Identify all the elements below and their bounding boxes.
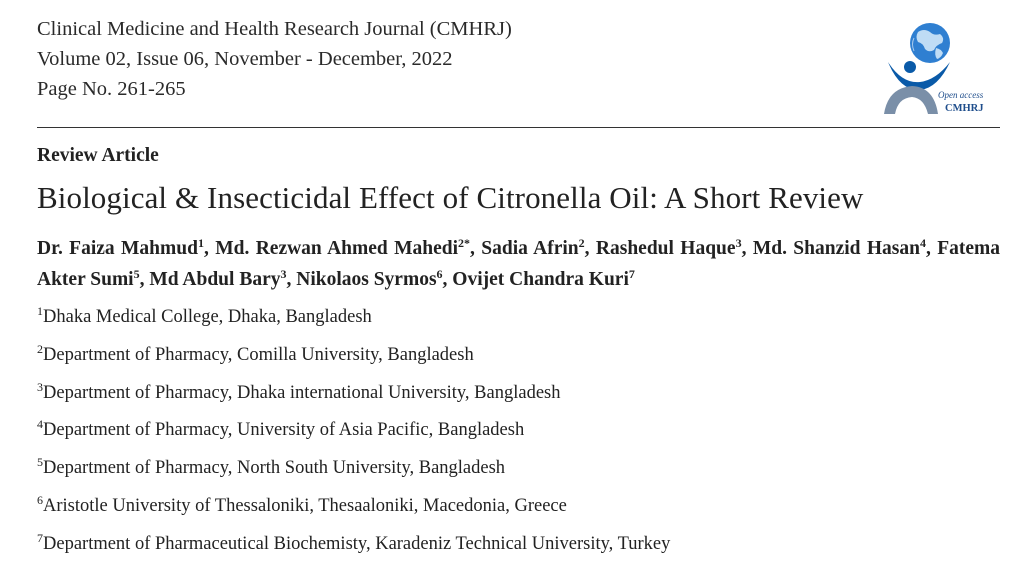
person-figure-icon bbox=[888, 61, 950, 90]
author-separator: , bbox=[442, 269, 453, 290]
author-name: Md. Shanzid Hasan bbox=[752, 238, 920, 259]
author-separator: , bbox=[286, 269, 297, 290]
author-affiliation-sup: 6 bbox=[436, 267, 443, 281]
affiliation-sup: 7 bbox=[37, 530, 43, 545]
affiliation-text: Dhaka Medical College, Dhaka, Bangladesh bbox=[43, 307, 372, 327]
affiliation-item bbox=[37, 341, 670, 379]
logo-open-access-text: Open access bbox=[938, 90, 984, 100]
author-affiliation-sup: 4 bbox=[919, 236, 926, 250]
author-affiliation-sup: 3 bbox=[280, 267, 287, 281]
author-name: Fatema Akter Sumi bbox=[37, 238, 1001, 290]
author-affiliation-sup: 2* bbox=[458, 236, 471, 250]
affiliation-sup: 2 bbox=[37, 341, 43, 356]
author-separator: , bbox=[925, 238, 938, 259]
author-separator: , bbox=[203, 238, 216, 259]
affiliation-text: Department of Pharmaceutical Biochemisty, Karadeniz Technical University, Turkey bbox=[43, 533, 671, 554]
affiliation-text: Department of Pharmacy, Comilla University, Bangladesh bbox=[43, 344, 474, 365]
affiliation-item bbox=[37, 530, 670, 568]
journal-header bbox=[37, 14, 512, 104]
affiliation-item bbox=[37, 454, 670, 492]
arc-icon bbox=[884, 86, 938, 114]
affiliation-sup: 3 bbox=[37, 379, 43, 394]
author-affiliation-sup: 2 bbox=[578, 236, 585, 250]
author-name: Rashedul Haque bbox=[595, 238, 736, 259]
author-separator: , bbox=[470, 238, 482, 259]
affiliation-text: Department of Pharmacy, North South University, Bangladesh bbox=[43, 458, 506, 479]
article-title: Biological & Insecticidal Effect of Citronella Oil: A Short Review bbox=[37, 180, 864, 215]
author-separator: , bbox=[741, 238, 753, 259]
author-affiliation-sup: 1 bbox=[197, 236, 204, 250]
affiliation-sup: 6 bbox=[37, 492, 43, 507]
author-affiliation-sup: 3 bbox=[735, 236, 742, 250]
journal-name: Clinical Medicine and Health Research Journal (CMHRJ) bbox=[37, 18, 512, 40]
affiliation-text: Aristotle University of Thessaloniki, Thesaaloniki, Macedonia, Greece bbox=[43, 495, 567, 516]
journal-page-numbers: Page No. 261-265 bbox=[37, 78, 186, 100]
affiliation-sup: 4 bbox=[37, 417, 43, 432]
affiliation-sup: 1 bbox=[37, 304, 43, 318]
author-name: Md Abdul Bary bbox=[149, 269, 281, 290]
affiliation-item bbox=[37, 379, 670, 417]
affiliation-sup: 5 bbox=[37, 455, 43, 470]
affiliation-item bbox=[37, 416, 670, 454]
author-separator: , bbox=[584, 238, 596, 259]
article-type: Review Article bbox=[37, 145, 159, 166]
globe-icon bbox=[910, 23, 950, 63]
affiliation-text: Department of Pharmacy, University of Asia Pacific, Bangladesh bbox=[43, 420, 525, 441]
affiliation-item bbox=[37, 492, 670, 530]
author-affiliation-sup: 7 bbox=[628, 267, 635, 281]
affiliation-item bbox=[37, 303, 670, 341]
affiliation-list bbox=[37, 303, 670, 568]
author-list bbox=[37, 233, 1000, 295]
journal-logo bbox=[880, 22, 998, 118]
author-name: Ovijet Chandra Kuri bbox=[452, 269, 629, 290]
author-affiliation-sup: 5 bbox=[133, 267, 140, 281]
journal-volume-issue: Volume 02, Issue 06, November - December, 2022 bbox=[37, 48, 453, 70]
author-name: Sadia Afrin bbox=[481, 238, 579, 259]
author-separator: , bbox=[139, 269, 150, 290]
header-divider bbox=[37, 127, 1000, 128]
author-name: Md. Rezwan Ahmed Mahedi bbox=[215, 238, 459, 259]
author-name: Nikolaos Syrmos bbox=[296, 269, 437, 290]
affiliation-text: Department of Pharmacy, Dhaka international University, Bangladesh bbox=[43, 382, 561, 403]
author-name: Dr. Faiza Mahmud bbox=[37, 238, 198, 259]
logo-cmhrj-text: CMHRJ bbox=[945, 103, 984, 114]
